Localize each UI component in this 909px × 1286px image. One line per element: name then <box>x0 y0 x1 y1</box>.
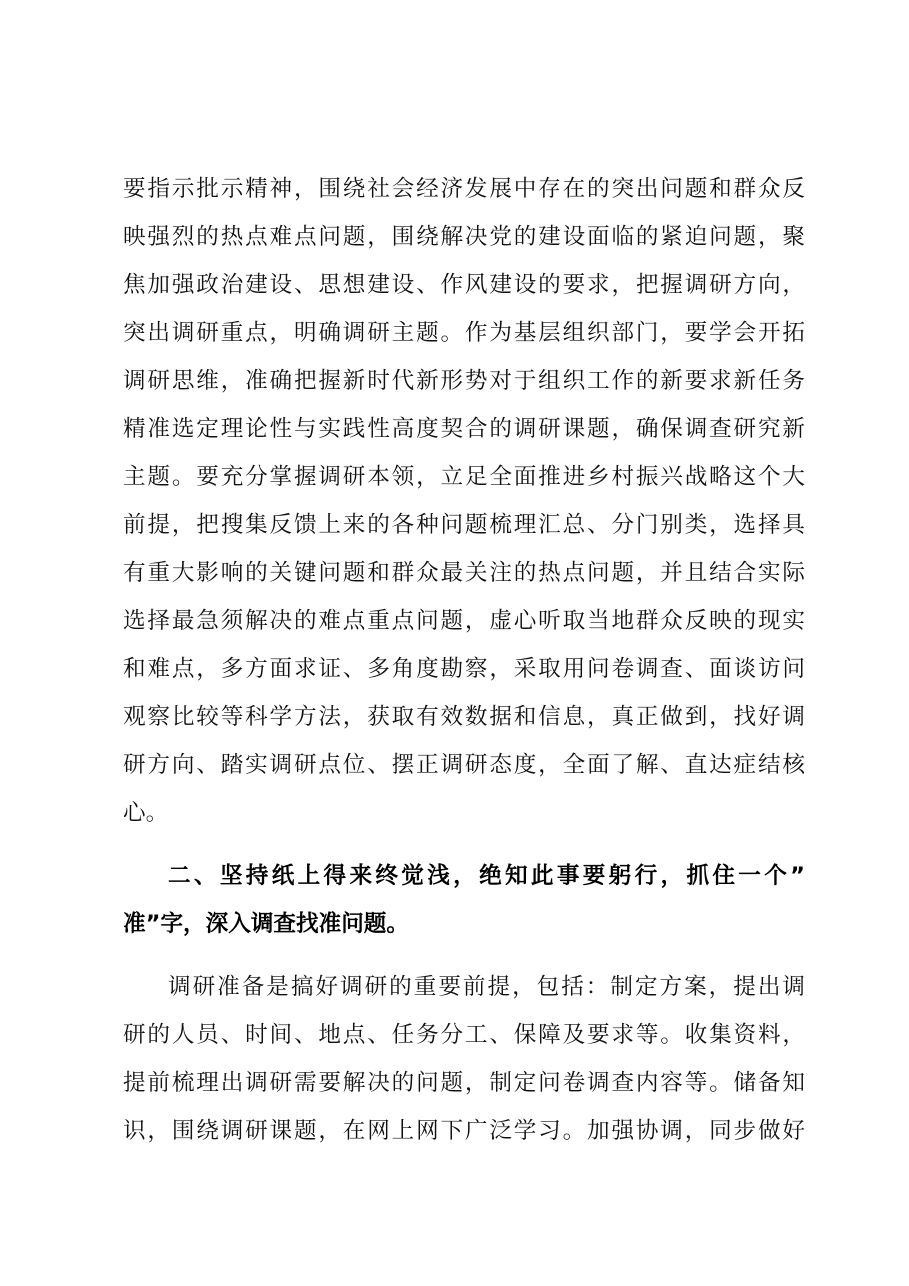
text-line: 精准选定理论性与实践性高度契合的调研课题，确保调查研究新 <box>123 416 805 442</box>
text-line: 突出调研重点，明确调研主题。作为基层组织部门，要学会开拓 <box>123 320 805 346</box>
text-line: 研方向、踏实调研点位、摆正调研态度，全面了解、直达症结核 <box>123 752 805 778</box>
document-page <box>123 165 805 1170</box>
text-line: 识，围绕调研课题，在网上网下广泛学习。加强协调，同步做好 <box>123 1118 805 1144</box>
text-line: 映强烈的热点难点问题，围绕解决党的建设面临的紧迫问题，聚 <box>123 224 805 250</box>
body-paragraph-2 <box>123 963 805 1155</box>
text-line: 选择最急须解决的难点重点问题，虚心听取当地群众反映的现实 <box>123 608 805 634</box>
text-line: 主题。要充分掌握调研本领，立足全面推进乡村振兴战略这个大 <box>123 464 805 490</box>
text-line: 焦加强政治建设、思想建设、作风建设的要求，把握调研方向， <box>123 272 805 298</box>
text-line: 有重大影响的关键问题和群众最关注的热点问题，并且结合实际 <box>123 560 805 586</box>
text-line: 调研思维，准确把握新时代新形势对于组织工作的新要求新任务 <box>123 368 805 394</box>
heading-line: 准”字，深入调查找准问题。 <box>123 911 409 937</box>
text-line: 研的人员、时间、地点、任务分工、保障及要求等。收集资料， <box>123 1022 805 1048</box>
text-line: 要指示批示精神，围绕社会经济发展中存在的突出问题和群众反 <box>123 176 805 202</box>
section-heading <box>123 852 805 948</box>
text-line: 和难点，多方面求证、多角度勘察，采取用问卷调查、面谈访问 <box>123 656 805 682</box>
heading-line: 二、坚持纸上得来终觉浅，绝知此事要躬行，抓住一个” <box>168 863 805 889</box>
text-line: 观察比较等科学方法，获取有效数据和信息，真正做到，找好调 <box>123 704 805 730</box>
body-paragraph-1 <box>123 165 805 837</box>
text-line: 前提，把搜集反馈上来的各种问题梳理汇总、分门别类，选择具 <box>123 512 805 538</box>
text-line: 提前梳理出调研需要解决的问题，制定问卷调查内容等。储备知 <box>123 1070 805 1096</box>
text-line: 心。 <box>123 800 169 826</box>
text-line: 调研准备是搞好调研的重要前提，包括：制定方案，提出调 <box>168 974 805 1000</box>
